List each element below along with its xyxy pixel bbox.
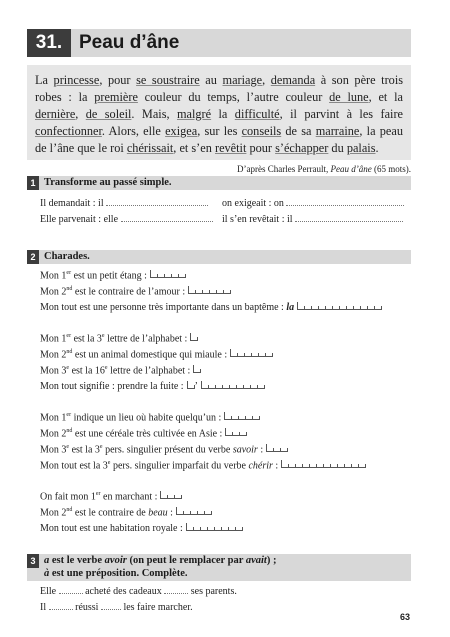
section-3-title-line-2: à est une préposition. Complète. [44, 568, 188, 579]
letter-boxes[interactable] [176, 507, 212, 515]
letter-boxes[interactable] [224, 412, 260, 420]
passage-text: , pour [99, 73, 137, 87]
section-3-number: 3 [27, 554, 39, 568]
letter-boxes[interactable] [201, 381, 265, 389]
letter-boxes[interactable] [281, 460, 366, 468]
answer-blank[interactable] [286, 196, 404, 206]
letter-boxes[interactable] [190, 333, 198, 341]
section-3-title-line-1: a est le verbe avoir (on peut le remplacer par avait) ; [44, 555, 277, 566]
passage-text: . Mais, [131, 107, 177, 121]
title-bar [27, 29, 411, 57]
passage-text: au [199, 73, 223, 87]
letter-boxes[interactable] [297, 302, 382, 310]
underlined-word: exigea [165, 124, 198, 138]
underlined-word: se soustraire [136, 73, 200, 87]
passage-text: La [35, 73, 54, 87]
letter-boxes[interactable] [187, 381, 195, 389]
letter-boxes[interactable] [230, 349, 273, 357]
exercise-1-item-2: on exigeait : on [222, 196, 404, 209]
underlined-word: princesse [53, 73, 100, 87]
passage-text: de sa [281, 124, 316, 138]
passage-text: , et la [368, 90, 403, 104]
passage-text: . [375, 141, 379, 155]
passage-text: du [328, 141, 347, 155]
charade-2-line-1: Mon 1er est la 3e lettre de l’alphabet : [40, 333, 198, 344]
letter-boxes[interactable] [188, 286, 231, 294]
charade-4-line-1: On fait mon 1er en marchant : [40, 491, 182, 502]
section-2-title: Charades. [44, 251, 90, 262]
section-1-header [27, 176, 411, 190]
charade-1-line-2: Mon 2nd est le contraire de l’amour : [40, 286, 231, 297]
passage-text: à son père trois robes : la [35, 73, 404, 104]
underlined-word: première [94, 90, 138, 104]
reading-passage [27, 65, 411, 160]
passage-text: , et s’en [173, 141, 215, 155]
underlined-word: marraine [315, 124, 360, 138]
section-2-number: 2 [27, 250, 39, 264]
passage-text: pour [246, 141, 276, 155]
underlined-word: de soleil [85, 107, 132, 121]
answer-blank[interactable] [106, 196, 208, 206]
charade-2-line-2: Mon 2nd est un animal domestique qui miaule : [40, 349, 273, 360]
passage-text: , il parvint à les faire [279, 107, 404, 121]
letter-boxes[interactable] [266, 444, 288, 452]
underlined-word: mariage [222, 73, 263, 87]
underlined-word: difficulté [234, 107, 280, 121]
passage-text: , [262, 73, 271, 87]
underlined-word: revêtit [214, 141, 247, 155]
letter-boxes[interactable] [160, 491, 182, 499]
charade-3-line-3: Mon 3e est la 3e pers. singulier présent du verbe savoir : [40, 444, 288, 455]
letter-boxes[interactable] [225, 428, 247, 436]
charade-1-line-3: Mon tout est une personne très importante dans un baptême : la [40, 302, 382, 313]
underlined-word: demanda [270, 73, 316, 87]
passage-source: D’après Charles Perrault, Peau d’âne (65 mots). [237, 164, 411, 174]
section-2-header [27, 250, 411, 264]
section-1-title: Transforme au passé simple. [44, 177, 172, 188]
passage-text: , sur les [197, 124, 242, 138]
page-number: 63 [400, 612, 411, 622]
section-3-header [27, 554, 411, 581]
lesson-title: Peau d’âne [79, 32, 180, 53]
passage-text: . Alors, elle [101, 124, 166, 138]
answer-blank[interactable] [164, 584, 188, 594]
answer-blank[interactable] [295, 212, 403, 222]
charade-2-line-4: Mon tout signifie : prendre la fuite : ’ [40, 381, 265, 392]
passage-text: couleur du temps, l’autre couleur [137, 90, 330, 104]
underlined-word: de lune [329, 90, 369, 104]
underlined-word: confectionner [35, 124, 102, 138]
letter-boxes[interactable] [150, 270, 186, 278]
answer-blank[interactable] [101, 600, 121, 610]
underlined-word: palais [346, 141, 376, 155]
answer-blank[interactable] [121, 212, 213, 222]
charade-2-line-3: Mon 3e est la 16e lettre de l’alphabet : [40, 365, 201, 376]
passage-text: la [211, 107, 235, 121]
answer-blank[interactable] [49, 600, 73, 610]
lesson-number: 31. [27, 29, 71, 57]
exercise-3-line-2: Il réussi les faire marcher. [40, 602, 193, 613]
underlined-word: s’échapper [275, 141, 329, 155]
passage-text: , la peau de l’âne que le roi [35, 124, 403, 155]
charade-3-line-4: Mon tout est la 3e pers. singulier imparfait du verbe chérir : [40, 460, 366, 471]
exercise-1-item-4: il s’en revêtait : il [222, 212, 403, 225]
letter-boxes[interactable] [193, 365, 201, 373]
underlined-word: malgré [176, 107, 212, 121]
charade-4-line-2: Mon 2nd est le contraire de beau : [40, 507, 212, 518]
charade-3-line-1: Mon 1er indique un lieu où habite quelqu’un : [40, 412, 260, 423]
charade-1-line-1: Mon 1er est un petit étang : [40, 270, 186, 281]
exercise-1-item-3: Elle parvenait : elle [40, 212, 213, 225]
underlined-word: chérissait [126, 141, 174, 155]
letter-boxes[interactable] [186, 523, 243, 531]
section-1-number: 1 [27, 176, 39, 190]
charade-4-line-3: Mon tout est une habitation royale : [40, 523, 243, 534]
passage-text: , [75, 107, 86, 121]
exercise-1-item-1: Il demandait : il [40, 196, 208, 209]
underlined-word: conseils [241, 124, 282, 138]
answer-blank[interactable] [59, 584, 83, 594]
charade-3-line-2: Mon 2nd est une céréale très cultivée en Asie : [40, 428, 247, 439]
exercise-3-line-1: Elle acheté des cadeaux ses parents. [40, 586, 237, 597]
underlined-word: dernière [35, 107, 76, 121]
